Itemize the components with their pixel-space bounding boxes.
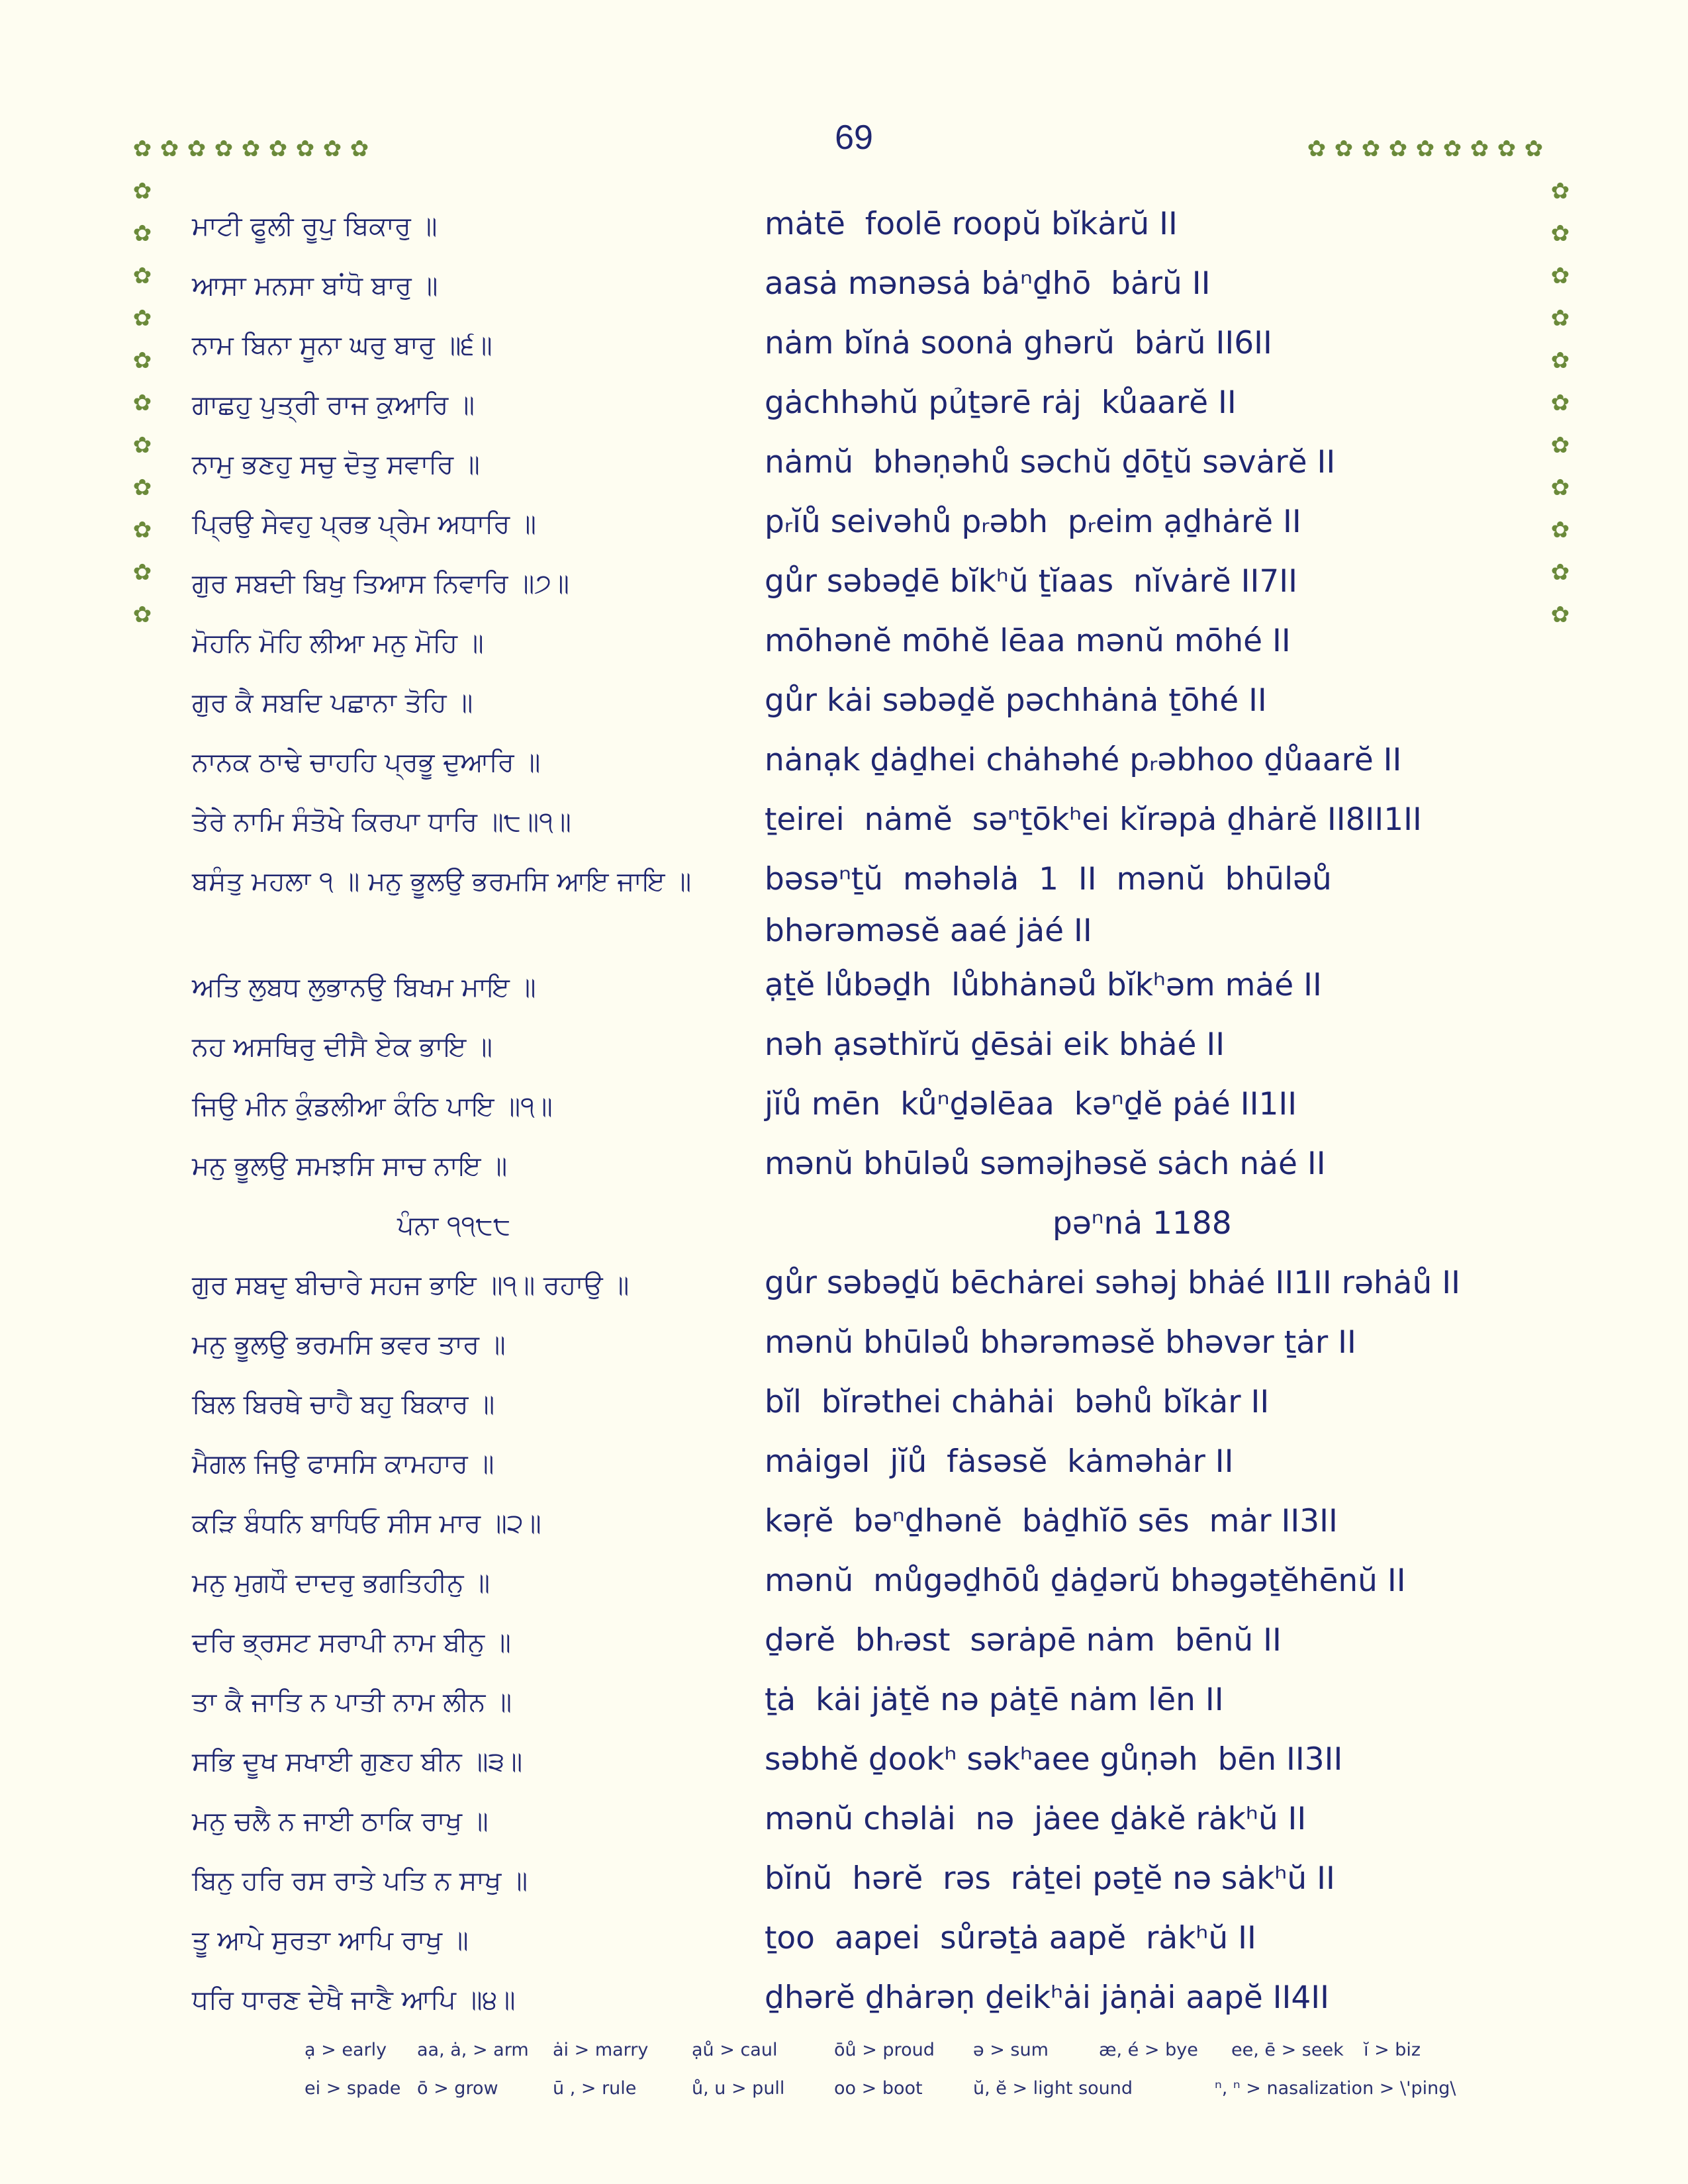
gurmukhi-line: ਨਾਨਕ ਠਾਢੇ ਚਾਹਹਿ ਪ੍ਰਭੂ ਦੁਆਰਿ ॥ xyxy=(192,747,541,778)
flower-ornament-icon: ✿ xyxy=(1550,602,1570,628)
transliteration-line: bĭl bĭrəthei chȧhȧi bəhů bĭkȧr II xyxy=(765,1384,1270,1420)
flower-ornament-icon: ✿ xyxy=(1550,178,1570,205)
transliteration-line: ḏərĕ bhᵣəst sərȧpē nȧm bēnŭ II xyxy=(765,1622,1282,1659)
verse-row xyxy=(0,1019,1688,1079)
transliteration-line: bəsəⁿṯŭ məhəlȧ 1 II mənŭ bhūləů bhərəməsĕ aaé jȧé II xyxy=(765,861,1352,949)
transliteration-line: pᵣĭů seivəhů pᵣəbh pᵣeim ạḏhȧrĕ II xyxy=(765,504,1301,540)
gurmukhi-line: ਅਤਿ ਲੁਬਧ ਲੁਭਾਨਉ ਬਿਖਮ ਮਾਇ ॥ xyxy=(192,972,536,1003)
gurmukhi-line: ਮਨੁ ਭੂਲਉ ਭਰਮਸਿ ਭਵਰ ਤਾਰ ॥ xyxy=(192,1330,506,1360)
verse-row xyxy=(0,1555,1688,1615)
gurmukhi-line: ਸਭਿ ਦੂਖ ਸਖਾਈ ਗੁਣਹ ਬੀਨ ॥੩॥ xyxy=(192,1747,523,1777)
gurmukhi-line: ਬਿਨੁ ਹਰਿ ਰਸ ਰਾਤੇ ਪਤਿ ਨ ਸਾਖੁ ॥ xyxy=(192,1866,528,1896)
legend-entry: ạ > early xyxy=(305,2040,387,2060)
transliteration-line: mȧigəl jĭů fȧsəsĕ kȧməhȧr II xyxy=(765,1443,1234,1480)
flower-ornament-icon: ✿ xyxy=(132,220,152,247)
gurmukhi-line: ਗੁਰ ਕੈ ਸਬਦਿ ਪਛਾਨਾ ਤੋਹਿ ॥ xyxy=(192,688,473,718)
transliteration-line: mənŭ můgəḏhōů ḏȧḏərŭ bhəgəṯĕhēnŭ II xyxy=(765,1563,1406,1599)
verse-row xyxy=(0,854,1688,960)
legend-entry: ō > grow xyxy=(417,2078,498,2099)
flower-ornament-icon: ✿ xyxy=(1307,136,1327,162)
transliteration-line: kəṛĕ bəⁿḏhənĕ bȧḏhĭō sēs mȧr II3II xyxy=(765,1503,1338,1539)
flower-ornament-icon: ✿ xyxy=(350,136,369,162)
flower-ornament-icon: ✿ xyxy=(322,136,342,162)
flower-ornament-icon: ✿ xyxy=(1415,136,1435,162)
transliteration-line: ạṯĕ lůbəḏh lůbhȧnəů bĭkʰəm mȧé II xyxy=(765,967,1322,1003)
verse-row xyxy=(0,1138,1688,1198)
gurmukhi-line: ਮਾਟੀ ਫੂਲੀ ਰੂਪੁ ਬਿਕਾਰੁ ॥ xyxy=(192,211,438,242)
transliteration-line: gȧchhəhŭ pủṯərē rȧj kůaarĕ II xyxy=(765,385,1237,421)
verse-row xyxy=(0,1377,1688,1436)
verse-row xyxy=(0,1436,1688,1496)
legend-entry: ů, u > pull xyxy=(692,2078,785,2099)
flower-ornament-icon: ✿ xyxy=(1442,136,1462,162)
transliteration-line: mōhənĕ mōhĕ lēaa mənŭ mōhé II xyxy=(765,623,1291,659)
flower-ornament-icon: ✿ xyxy=(132,263,152,289)
verse-row xyxy=(0,496,1688,556)
gurmukhi-line: ਨਾਮ ਬਿਨਾ ਸੂਨਾ ਘਰੁ ਬਾਰੁ ॥੬॥ xyxy=(192,330,492,361)
gurmukhi-line: ਮੈਗਲ ਜਿਉ ਫਾਸਸਿ ਕਾਮਹਾਰ ॥ xyxy=(192,1449,494,1479)
verse-row xyxy=(0,1257,1688,1317)
gurmukhi-line: ਬਿਲ ਬਿਰਥੇ ਚਾਹੈ ਬਹੁ ਬਿਕਾਰ ॥ xyxy=(192,1389,495,1420)
gurmukhi-line: ਕੜਿ ਬੰਧਨਿ ਬਾਧਿਓ ਸੀਸ ਮਾਰ ॥੨॥ xyxy=(192,1508,541,1539)
legend-entry: ĭ > biz xyxy=(1364,2040,1421,2060)
verse-row xyxy=(0,437,1688,496)
gurmukhi-line: ਮਨੁ ਚਲੈ ਨ ਜਾਈ ਠਾਕਿ ਰਾਖੁ ॥ xyxy=(192,1806,489,1837)
transliteration-line: nȧnạk ḏȧḏhei chȧhəhé pᵣəbhoo ḏůaarĕ II xyxy=(765,742,1402,778)
verse-row xyxy=(0,735,1688,794)
verse-row xyxy=(0,1674,1688,1734)
verse-row xyxy=(0,1913,1688,1972)
legend-entry: ee, ē > seek xyxy=(1231,2040,1344,2060)
flower-ornament-icon: ✿ xyxy=(1550,263,1570,289)
legend-entry: ei > spade xyxy=(305,2078,401,2099)
transliteration-line: ḏhərĕ ḏhȧrəṇ ḏeikʰȧi jȧṇȧi aapĕ II4II xyxy=(765,1979,1330,2016)
transliteration-line: gůr səbəḏŭ bēchȧrei səhəj bhȧé II1II rəhȧů II xyxy=(765,1265,1460,1301)
flower-ornament-icon: ✿ xyxy=(132,602,152,628)
gurmukhi-line: ਆਸਾ ਮਨਸਾ ਬਾਂਧੋ ਬਾਰੁ ॥ xyxy=(192,271,438,301)
flower-ornament-icon: ✿ xyxy=(214,136,234,162)
transliteration-line: mənŭ chəlȧi nə jȧee ḏȧkĕ rȧkʰŭ II xyxy=(765,1801,1307,1837)
transliteration-line: mənŭ bhūləů səməjhəsĕ sȧch nȧé II xyxy=(765,1146,1326,1182)
transliteration-line: ṯeirei nȧmĕ səⁿṯōkʰei kĭrəpȧ ḏhȧrĕ II8II1II xyxy=(765,801,1422,838)
legend-entry: ōů > proud xyxy=(834,2040,935,2060)
flower-ornament-icon: ✿ xyxy=(1470,136,1489,162)
legend-entry: ȧi > marry xyxy=(553,2040,649,2060)
flower-ornament-icon: ✿ xyxy=(1550,305,1570,332)
flower-ornament-icon: ✿ xyxy=(268,136,288,162)
verse-row xyxy=(0,794,1688,854)
verse-row xyxy=(0,1317,1688,1377)
legend-entry: oo > boot xyxy=(834,2078,923,2099)
legend-entry: ū , > rule xyxy=(553,2078,637,2099)
verse-row xyxy=(0,675,1688,735)
verse-row xyxy=(0,1972,1688,2032)
transliteration-line: ṯȧ kȧi jȧṯĕ nə pȧṯē nȧm lēn II xyxy=(765,1682,1224,1718)
verse-row xyxy=(0,1615,1688,1674)
flower-ornament-icon: ✿ xyxy=(1550,347,1570,374)
transliteration-line: nȧm bĭnȧ soonȧ ghərŭ bȧrŭ II6II xyxy=(765,325,1272,361)
flower-ornament-icon: ✿ xyxy=(132,347,152,374)
flower-ornament-icon: ✿ xyxy=(241,136,261,162)
gurmukhi-line: ਮੋਹਨਿ ਮੋਹਿ ਲੀਆ ਮਨੁ ਮੋਹਿ ॥ xyxy=(192,628,484,659)
flower-ornament-icon: ✿ xyxy=(187,136,207,162)
legend-entry: ə > sum xyxy=(973,2040,1049,2060)
transliteration-line: jĭů mēn kůⁿḏəlēaa kəⁿḏĕ pȧé II1II xyxy=(765,1086,1297,1122)
page-marker-translit: pəⁿnȧ 1188 xyxy=(1053,1205,1232,1242)
legend-entry: æ, é > bye xyxy=(1099,2040,1198,2060)
legend-entry: aa, ȧ, > arm xyxy=(417,2040,529,2060)
gurmukhi-line: ਗਾਛਹੁ ਪੁਤ੍ਰੀ ਰਾਜ ਕੁਆਰਿ ॥ xyxy=(192,390,475,420)
page-number: 69 xyxy=(835,118,873,157)
transliteration-line: gůr səbəḏē bĭkʰŭ ṯĭaas nĭvȧrĕ II7II xyxy=(765,563,1298,600)
flower-ornament-icon: ✿ xyxy=(295,136,315,162)
gurmukhi-line: ਨਹ ਅਸਥਿਰੁ ਦੀਸੈ ਏਕ ਭਾਇ ॥ xyxy=(192,1032,492,1062)
verse-row xyxy=(0,1853,1688,1913)
transliteration-line: bĭnŭ hərĕ rəs rȧṯei pəṯĕ nə sȧkʰŭ II xyxy=(765,1860,1335,1897)
verse-row xyxy=(0,199,1688,258)
gurmukhi-line: ਪ੍ਰਿਉ ਸੇਵਹੁ ਪ੍ਰਭ ਪ੍ਰੇਮ ਅਧਾਰਿ ॥ xyxy=(192,509,536,539)
verse-row xyxy=(0,377,1688,437)
gurmukhi-line: ਗੁਰ ਸਬਦੀ ਬਿਖੁ ਤਿਆਸ ਨਿਵਾਰਿ ॥੭॥ xyxy=(192,569,569,599)
gurmukhi-line: ਤੇਰੇ ਨਾਮਿ ਸੰਤੋਖੇ ਕਿਰਪਾ ਧਾਰਿ ॥੮॥੧॥ xyxy=(192,807,571,837)
gurmukhi-line: ਗੁਰ ਸਬਦੁ ਬੀਚਾਰੇ ਸਹਜ ਭਾਇ ॥੧॥ ਰਹਾਉ ॥ xyxy=(192,1270,630,1300)
flower-ornament-icon: ✿ xyxy=(1497,136,1517,162)
verse-row xyxy=(0,615,1688,675)
gurmukhi-line: ਮਨੁ ਮੁਗਧੌ ਦਾਦਰੁ ਭਗਤਿਹੀਨੁ ॥ xyxy=(192,1568,491,1598)
flower-ornament-icon: ✿ xyxy=(132,559,152,586)
flower-ornament-icon: ✿ xyxy=(1388,136,1408,162)
flower-ornament-icon: ✿ xyxy=(132,305,152,332)
verse-row xyxy=(0,1496,1688,1555)
flower-ornament-icon: ✿ xyxy=(1550,390,1570,416)
transliteration-line: nȧmŭ bhəṇəhů səchŭ ḏōṯŭ səvȧrĕ II xyxy=(765,444,1336,480)
transliteration-line: mənŭ bhūləů bhərəməsĕ bhəvər ṯȧr II xyxy=(765,1324,1356,1361)
flower-ornament-icon: ✿ xyxy=(1550,475,1570,501)
transliteration-line: nəh ạsəthĭrŭ ḏēsȧi eik bhȧé II xyxy=(765,1026,1225,1063)
flower-ornament-icon: ✿ xyxy=(160,136,179,162)
transliteration-line: ṯoo aapei sůrəṯȧ aapĕ rȧkʰŭ II xyxy=(765,1920,1256,1956)
transliteration-line: gůr kȧi səbəḏĕ pəchhȧnȧ ṯōhé II xyxy=(765,682,1267,719)
flower-ornament-icon: ✿ xyxy=(1361,136,1381,162)
flower-ornament-icon: ✿ xyxy=(132,432,152,459)
legend-entry: ⁿ, ⁿ > nasalization > \'ping\ xyxy=(1215,2078,1456,2099)
verse-row xyxy=(0,556,1688,615)
gurmukhi-line: ਮਨੁ ਭੂਲਉ ਸਮਝਸਿ ਸਾਚ ਨਾਇ ॥ xyxy=(192,1151,508,1181)
transliteration-line: səbhĕ ḏookʰ səkʰaee gůṇəh bēn II3II xyxy=(765,1741,1343,1778)
gurmukhi-line: ਤਾ ਕੈ ਜਾਤਿ ਨ ਪਾਤੀ ਨਾਮ ਲੀਨ ॥ xyxy=(192,1687,512,1717)
verse-row xyxy=(0,1794,1688,1853)
flower-ornament-icon: ✿ xyxy=(1550,220,1570,247)
flower-ornament-icon: ✿ xyxy=(132,178,152,205)
verse-row xyxy=(0,1079,1688,1138)
gurmukhi-line: ਦਰਿ ਭ੍ਰਸਟ ਸਰਾਪੀ ਨਾਮ ਬੀਨੁ ॥ xyxy=(192,1627,511,1658)
gurmukhi-line: ਤੂ ਆਪੇ ਸੁਰਤਾ ਆਪਿ ਰਾਖੁ ॥ xyxy=(192,1925,469,1956)
transliteration-line: mȧtē foolē roopŭ bĭkȧrŭ II xyxy=(765,206,1178,242)
verse-row xyxy=(0,1734,1688,1794)
verse-row xyxy=(0,258,1688,318)
flower-ornament-icon: ✿ xyxy=(132,475,152,501)
verse-row xyxy=(0,1198,1688,1257)
transliteration-line: aasȧ mənəsȧ bȧⁿḏhō bȧrŭ II xyxy=(765,265,1211,302)
gurmukhi-line: ਧਰਿ ਧਾਰਣ ਦੇਖੈ ਜਾਣੈ ਆਪਿ ॥੪॥ xyxy=(192,1985,516,2015)
verse-row xyxy=(0,318,1688,377)
flower-ornament-icon: ✿ xyxy=(1334,136,1354,162)
flower-ornament-icon: ✿ xyxy=(1550,559,1570,586)
flower-ornament-icon: ✿ xyxy=(132,136,152,162)
legend-entry: ŭ, ĕ > light sound xyxy=(973,2078,1133,2099)
flower-ornament-icon: ✿ xyxy=(1524,136,1544,162)
gurmukhi-line: ਬਸੰਤੁ ਮਹਲਾ ੧ ॥ ਮਨੁ ਭੂਲਉ ਭਰਮਸਿ ਆਇ ਜਾਇ ॥ xyxy=(192,866,692,897)
flower-ornament-icon: ✿ xyxy=(1550,432,1570,459)
verse-row xyxy=(0,960,1688,1019)
flower-ornament-icon: ✿ xyxy=(1550,517,1570,543)
flower-ornament-icon: ✿ xyxy=(132,517,152,543)
gurmukhi-line: ਜਿਉ ਮੀਨ ਕੁੰਡਲੀਆ ਕੰਠਿ ਪਾਇ ॥੧॥ xyxy=(192,1091,553,1122)
gurmukhi-line: ਨਾਮੁ ਭਣਹੁ ਸਚੁ ਦੋਤੁ ਸਵਾਰਿ ॥ xyxy=(192,449,480,480)
page-marker-gurmukhi: ਪੰਨਾ ੧੧੮੮ xyxy=(397,1210,511,1241)
flower-ornament-icon: ✿ xyxy=(132,390,152,416)
legend-entry: ạů > caul xyxy=(692,2040,778,2060)
